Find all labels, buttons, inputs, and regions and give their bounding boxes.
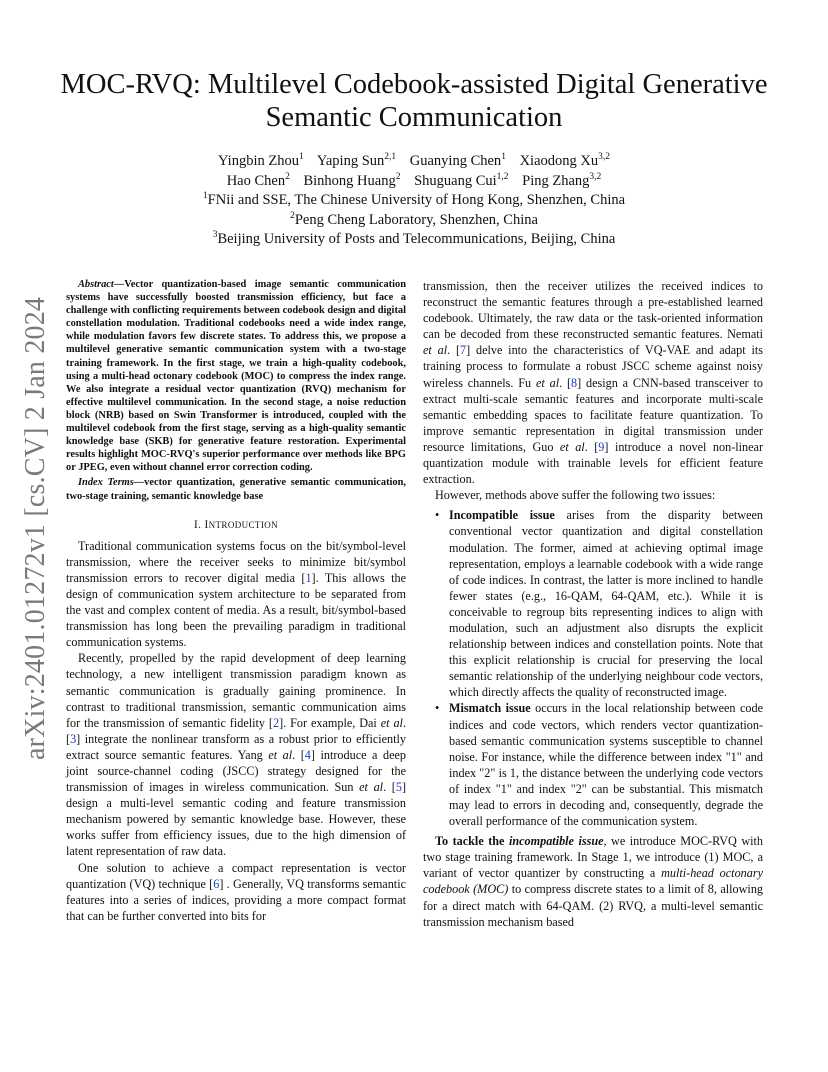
author: Yingbin Zhou$^1$ [218,152,304,169]
author: Xiaodong Xu$^{3,2}$ [519,152,610,169]
author: Shuguang Cui$^{1,2}$ [414,171,509,189]
list-item-mismatch-issue: • Mismatch issue occurs in the local relationship between code indices and code vectors, which renders vector quantization-based semantic communication systems susceptible to channel noise. For instance, while the difference between index "1" and index "2" is 1, the distance between the underlying code vectors of index "1" and index "2" can be substantial. This mismatch may lead to errors in decoding and, consequently, degrade the overall performance of the communication system. [435,701,764,829]
author-block [60,152,768,250]
abstract: Abstract—Vector quantization-based image semantic communication systems have successfully boosted transmission efficiency, but face a challenge with conflicting requirements between codebook design and digital constellation modulation. Traditional codebooks need a wide index range, while modulation favors few discrete states. To address this, we propose a multilevel generative semantic communication system with a two-stage training framework. In the first stage, we train a high-quality codebook, using a multi-head octonary codebook (MOC) to compress the index range. We also integrate a residual vector quantization (RVQ) mechanism for effective multilevel communication. In the second stage, a noise reduction block (NRB) based on Swin Transformer is introduced, coupled with the multilevel codebook from the first stage, serving as a high-quality semantic knowledge base (SKB) for generative feature restoration. Experimental results highlight MOC-RVQ's superior performance over methods like BPG or JPEG, even without channel error correction coding. [66,279,406,474]
issue-list [423,507,763,829]
list-item-incompatible-issue: • Incompatible issue arises from the disparity between conventional vector quantization and digital constellation modulation. The former, aimed at achieving optimal image representation, employs a learnable codebook with a wide range of code indices. In contrast, the latter is more inclined to handle fewer states (e.g., 16-QAM, 64-QAM, etc.). While it is conceivable to regroup bits representing indices to align with modulation, such an adjustment also disrupts the explicit relationship between indices and constellation points. Note that this explicit relationship is crucial for preserving the local semantic relationship of the underlying neighbour code vectors, which directly affects the quality of reconstructed image. [435,508,763,700]
citation-link[interactable]: 4 [304,747,311,762]
citation-link[interactable]: 2 [272,715,280,730]
author-row-2 [60,172,768,192]
intro-paragraph-3: One solution to achieve a compact representation is vector quantization (VQ) technique [6] . Generally, VQ transforms semantic features into a series of indices, providing a more compact format that can be further converted into bits for [66,860,406,923]
right-paragraph-2: However, methods above suffer the following two issues: [435,488,716,503]
author-row-1 [60,152,768,172]
intro-paragraph-1: Traditional communication systems focus on the bit/symbol-level transmission, where the receiver seeks to minimize bit/symbol transmission errors to recover digital media [1]. This allows the design of communication system architecture to be separated from the vast and complex content of media. As a result, bit/symbol-based transmission has long been the prevailing paradigm in traditional communication systems. [66,538,406,650]
author: Binhong Huang$^2$ [303,171,401,189]
right-paragraph-3: To tackle the incompatible issue, we introduce MOC-RVQ with two stage training framework. In Stage 1, we introduce (1) MOC, a variant of vector quantizer by constructing a multi-head octonary codebook (MOC) to compress discrete states to a limit of 8, allowing for a direct match with 64-QAM. (2) RVQ, a multi-level semantic transmission mechanism based [423,834,764,929]
arxiv-identifier: arXiv:2401.01272v1 [cs.CV] 2 Jan 2024 [20,296,51,760]
paper-title [60,68,768,134]
bullet-icon: • [435,508,440,523]
citation-link[interactable]: 1 [305,570,312,585]
section-heading-introduction: I. INTRODUCTION [193,518,279,531]
affiliation: $^3$Beijing University of Posts and Telecommunications, Beijing, China [212,230,616,247]
citation-link[interactable]: 6 [213,876,220,891]
title-line-1: MOC-RVQ: Multilevel Codebook-assisted Digital Generative [60,69,768,100]
left-column [66,278,406,924]
bullet-icon: • [435,701,440,716]
right-column [423,278,763,930]
index-terms: Index Terms—vector quantization, generative semantic communication, two-stage training, semantic knowledge base [66,477,406,502]
affiliation: $^1$FNii and SSE, The Chinese University of Hong Kong, Shenzhen, China [202,191,626,208]
author: Ping Zhang$^{3,2}$ [522,171,602,189]
author: Hao Chen$^2$ [226,171,290,189]
title-line-2: Semantic Communication [265,102,563,133]
citation-link[interactable]: 5 [395,780,402,795]
affiliation: $^2$Peng Cheng Laboratory, Shenzhen, China [290,210,538,228]
citation-link[interactable]: 8 [571,375,578,390]
right-paragraph-1: transmission, then the receiver utilizes the received indices to reconstruct the semantic features through a pre-established learned codebook. Ultimately, the raw data or the task-oriented information can be decoded from these reconstructed semantic features. Nemati et al. [7] delve into the characteristics of VQ-VAE and adapt its training process to formulate a robust JSCC scheme against noisy wireless channels. Fu et al. [8] design a CNN-based transceiver to extract multi-scale semantic features and incorporate multi-scale semantic embedding spaces to facilitate feature quantization. To improve semantic representation in digital transmission under resource limitations, Guo et al. [9] introduce a novel non-linear quantization module with trainable levels for efficient feature extraction. [423,279,764,487]
author: Guanying Chen$^1$ [409,152,506,169]
intro-paragraph-2: Recently, propelled by the rapid development of deep learning technology, a new intelligent transmission paradigm known as semantic communication is gradually gaining prominence. In contrast to traditional transmission, semantic communication aims for the transmission of semantic fidelity [2]. For example, Dai et al. [3] integrate the nonlinear transform as a robust prior to efficiently extract source semantic features. Yang et al. [4] introduce a deep joint source-channel coding (JSCC) strategy designed for the transmission of images in wireless communication. Sun et al. [5] design a multi-level semantic coding and feature transmission mechanism powered by semantic knowledge base. However, these works suffer from efficiency issues, due to the high dimension of latent representation of raw data. [66,651,407,859]
author: Yaping Sun$^{2,1}$ [316,152,397,169]
citation-link[interactable]: 7 [460,343,467,358]
citation-link[interactable]: 9 [598,439,605,454]
citation-link[interactable]: 3 [70,731,77,746]
